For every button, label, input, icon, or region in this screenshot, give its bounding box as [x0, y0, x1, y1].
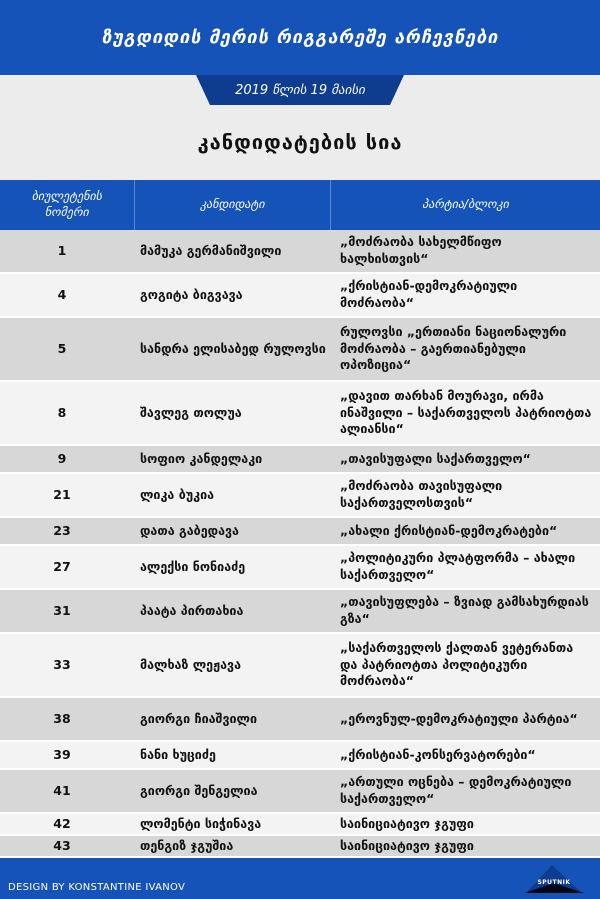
- ballot-number: 9: [57, 450, 67, 466]
- party-name: რულოვსი „ერთიანი ნაციონალური მოძრაობა – გაერთიანებული ოპოზიცია“: [340, 323, 567, 373]
- candidate-name: შავლეგ თოლუა: [140, 404, 242, 420]
- ballot-number: 23: [53, 522, 71, 538]
- party-name: „თავისუფალი საქართველო“: [340, 450, 531, 466]
- table-row: [0, 230, 600, 274]
- candidate-name: გოგიტა ბიგვავა: [140, 286, 243, 302]
- design-credit: DESIGN BY KONSTANTINE IVANOV: [8, 882, 186, 893]
- ballot-number: 33: [53, 656, 71, 672]
- ballot-number: 42: [53, 815, 71, 831]
- table-row: [0, 698, 600, 742]
- candidate-name: ლიკა ბუკია: [140, 486, 215, 502]
- candidates-table: [0, 180, 600, 880]
- table-row: [0, 634, 600, 698]
- party-name: „პოლიტიკური პლატფორმა – ახალი საქართველო“: [340, 550, 576, 582]
- table-row: [0, 446, 600, 474]
- party-name: საინიციატივო ჯგუფი: [340, 815, 474, 831]
- header-banner: [0, 0, 600, 75]
- page-title: ზუგდიდის მერის რიგგარეშე არჩევნები: [101, 27, 499, 48]
- party-name: „ართული ოცნება – დემოკრატიული საქართველო“: [340, 774, 572, 806]
- candidate-name: სანდრა ელისაბედ რულოვსი: [140, 340, 326, 356]
- candidate-name: ლომენტი სიჭინავა: [140, 815, 262, 831]
- table-row: [0, 518, 600, 546]
- candidate-name: სოფიო კანდელაკი: [140, 450, 263, 466]
- table-row: [0, 546, 600, 590]
- party-name: „დავით თარხან მოურავი, ირმა ინაშვილი – საქართველოს პატრიოტთა ალიანსი“: [340, 387, 592, 437]
- ballot-number: 38: [53, 710, 71, 726]
- table-row: [0, 770, 600, 814]
- logo-text: SPUTNIK: [537, 878, 571, 886]
- party-name: „საქართველოს ქალთან ვეტერანთა და პატრიოტთა პოლიტიკური მოძრაობა“: [340, 639, 574, 689]
- ballot-number: 41: [53, 782, 71, 798]
- column-header-number: ბიულეტენის ნომერი: [31, 189, 102, 219]
- section-title: კანდიდატების სია: [197, 130, 403, 154]
- column-header-candidate: კანდიდატი: [134, 180, 330, 230]
- candidate-name: გიორგი ჩიაშვილი: [140, 710, 258, 726]
- party-name: „მოძრაობა თავისუფალი საქართველოსთვის“: [340, 478, 503, 510]
- party-name: „თავისუფლება – ზვიად გამსახურდიას გზა“: [340, 594, 589, 626]
- party-name: „მოძრაობა სახელმწიფო ხალხისთვის“: [340, 234, 502, 266]
- table-header: [0, 180, 600, 230]
- table-body: [0, 230, 600, 880]
- election-date: 2019 წლის 19 მაისი: [235, 82, 365, 98]
- ballot-number: 27: [53, 558, 71, 574]
- ballot-number: 43: [53, 837, 71, 853]
- table-row: [0, 382, 600, 446]
- candidate-name: პაატა პირთახია: [140, 602, 244, 618]
- candidate-name: ნანი ხუციძე: [140, 746, 216, 762]
- sputnik-logo: [522, 863, 586, 895]
- candidate-name: თენგიზ ჯგუშია: [140, 837, 234, 853]
- party-name: „ეროვნულ-დემოკრატიული პარტია“: [340, 710, 578, 726]
- candidate-name: მალხაზ ლეჟავა: [140, 656, 242, 672]
- column-header-party: პარტია/ბლოკი: [330, 180, 600, 230]
- table-row: [0, 836, 600, 858]
- ballot-number: 31: [53, 602, 71, 618]
- party-name: „ქრისტიან-დემოკრატიული მოძრაობა“: [340, 278, 518, 310]
- party-name: „ახალი ქრისტიან-დემოკრატები“: [340, 522, 558, 538]
- ballot-number: 39: [53, 746, 71, 762]
- party-name: საინიციატივო ჯგუფი: [340, 837, 474, 853]
- ballot-number: 21: [53, 486, 71, 502]
- party-name: „ქრისტიან-კონსერვატორები“: [340, 746, 536, 762]
- table-row: [0, 590, 600, 634]
- footer-bar: [0, 858, 600, 899]
- table-row: [0, 274, 600, 318]
- table-row: [0, 814, 600, 836]
- date-ribbon: [210, 75, 390, 105]
- table-row: [0, 474, 600, 518]
- ballot-number: 8: [57, 404, 67, 420]
- candidate-name: დათა გაბედავა: [140, 522, 239, 538]
- table-row: [0, 318, 600, 382]
- candidate-name: მამუკა გერმანიშვილი: [140, 242, 282, 258]
- ballot-number: 5: [57, 340, 67, 356]
- candidate-name: ალექსი ნონიაძე: [140, 558, 246, 574]
- table-row: [0, 742, 600, 770]
- ballot-number: 4: [57, 286, 67, 302]
- candidate-name: გიორგი შენგელია: [140, 782, 258, 798]
- ballot-number: 1: [57, 242, 67, 258]
